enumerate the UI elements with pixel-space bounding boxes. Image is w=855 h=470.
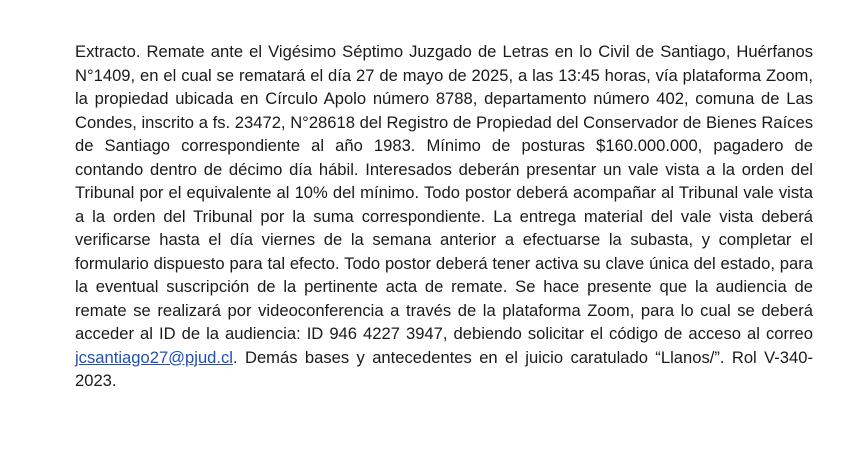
notice-body-text: Extracto. Remate ante el Vigésimo Séptimo Juzgado de Letras en lo Civil de Santiago, Huérfanos N°1409, en el cual se rematará el día 27 de mayo de 2025, a las 13:45 horas, vía plataforma Zoom, la propiedad ubicada en Círculo Apolo número 8788, departamento número 402, comuna de Las Condes, inscrito a fs. 23472, N°28618 del Registro de Propiedad del Conservador de Bienes Raíces de Santiago correspondiente al año 1983. Mínimo de posturas $160.000.000, pagadero de contando dentro de décimo día hábil. Interesados deberán presentar un vale vista a la orden del Tribunal por el equivalente al 10% del mínimo. Todo postor deberá acompañar al Tribunal vale vista a la orden del Tribunal por la suma correspondiente. La entrega material del vale vista deberá verificarse hasta el día viernes de la semana anterior a efectuarse la subasta, y completar el formulario dispuesto para tal efecto. Todo postor deberá tener activa su clave única del estado, para la eventual suscripción de la pertinente acta de remate. Se hace presente que la audiencia de remate se realizará por videoconferencia a través de la plataforma Zoom, para lo cual se deberá acceder al ID de la audiencia: ID 946 4227 3947, debiendo solicitar el código de acceso al correo xyxy=(75,42,813,343)
notice-closing-text: . Demás bases y antecedentes en el juicio caratulado “Llanos/”. Rol V-340-2023. xyxy=(75,347,813,390)
auction-notice-paragraph xyxy=(75,40,813,393)
email-link[interactable]: jcsantiago27@pjud.cl xyxy=(75,347,233,367)
